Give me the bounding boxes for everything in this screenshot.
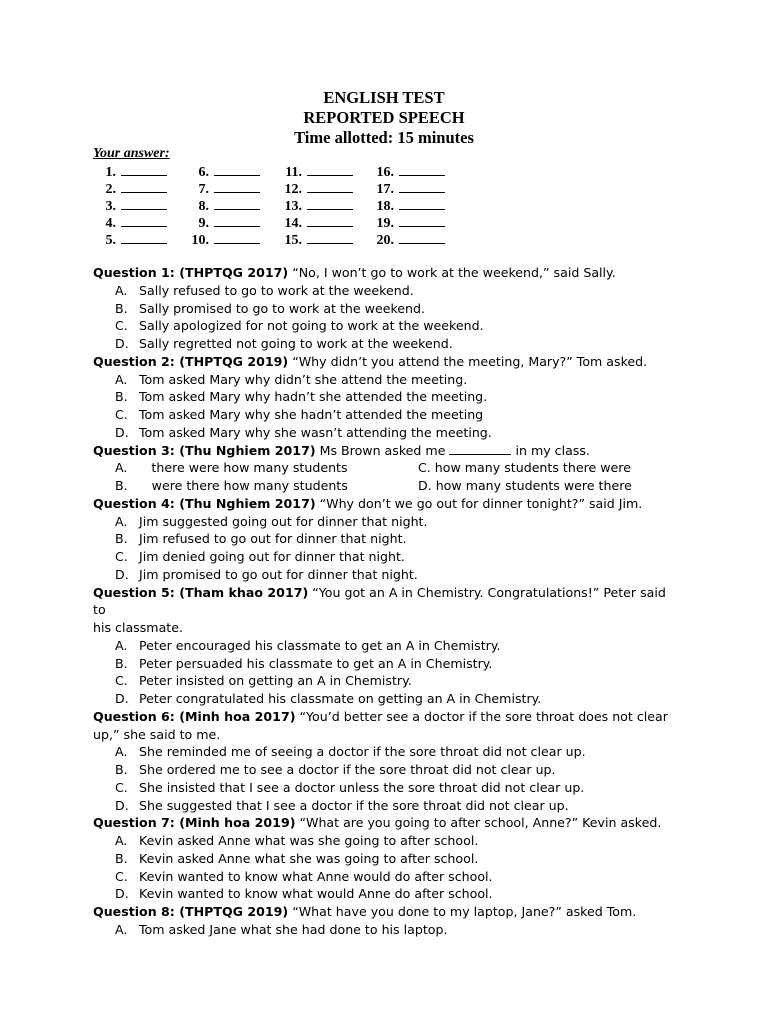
question-label: Question 8: (THPTQG 2019) [93,904,289,919]
answer-slot[interactable] [371,180,445,197]
option-text: Jim denied going out for dinner that night. [139,549,405,564]
option-text: Peter persuaded his classmate to get an A in Chemistry. [139,655,493,671]
option-text: Kevin wanted to know what would Anne do after school. [139,886,493,902]
option-text: Kevin asked Anne what she was going to after school. [139,850,479,866]
option-text: were there how many students [151,478,348,493]
question-text: “Why didn’t you attend the meeting, Mary?” Tom asked. [288,353,648,369]
answer-slot[interactable] [186,197,260,214]
answer-option[interactable] [93,672,673,690]
answer-option[interactable] [93,885,673,903]
test-title: ENGLISH TEST [323,88,445,107]
answer-blank[interactable] [214,197,260,210]
option-text: Jim suggested going out for dinner that night. [139,513,428,529]
option-text: Kevin asked Anne what was she going to after school. [139,833,479,848]
option-text: Peter congratulated his classmate on getting an A in Chemistry. [139,691,542,706]
option-letter: A. [115,921,128,937]
answer-blank[interactable] [121,180,167,193]
answer-option[interactable] [115,477,348,495]
question-text: “No, I won’t go to work at the weekend,” said Sally. [288,265,616,280]
question-text: “What are you going to after school, Anne?” Kevin asked. [295,815,662,831]
answer-option[interactable] [93,424,673,442]
answer-option[interactable]: C. how many students there were [418,460,631,476]
option-text: Sally regretted not going to work at the weekend. [139,336,453,351]
option-text: Tom asked Mary why didn’t she attend the meeting. [139,371,468,387]
answer-blank[interactable] [399,197,445,210]
option-text: Peter insisted on getting an A in Chemistry. [139,673,412,689]
option-text: Peter encouraged his classmate to get an A in Chemistry. [139,637,501,653]
answer-blank[interactable] [121,163,167,176]
answer-number: 12. [284,182,302,197]
question-stem [93,264,673,282]
answer-number: 13. [284,199,302,214]
option-letter: D. [115,691,129,706]
answer-number: 14. [284,216,302,231]
answer-blank[interactable] [214,231,260,244]
question-text: “You’d better see a doctor if the sore throat does not clear [295,708,668,724]
option-letter: A. [115,282,128,298]
answer-option[interactable] [93,921,673,939]
answer-option[interactable] [93,637,673,655]
option-letter: D. [115,424,129,440]
answer-number: 18. [376,199,394,214]
option-letter: A. [115,371,128,387]
answer-slot[interactable] [186,163,260,180]
answer-slot[interactable] [93,197,167,214]
option-text: She reminded me of seeing a doctor if the sore throat did not clear up. [139,744,586,760]
answer-number: 16. [376,165,394,180]
question-label: Question 1: (THPTQG 2017) [93,265,289,280]
answer-slot[interactable] [279,231,353,248]
answer-option[interactable] [93,317,673,335]
answer-blank[interactable] [307,163,353,176]
answer-number: 2. [105,182,116,197]
question-stem [93,708,673,726]
answer-number: 9. [198,216,209,231]
option-text: Kevin wanted to know what Anne would do after school. [139,868,493,884]
answer-blank[interactable] [307,231,353,244]
answer-slot[interactable] [371,163,445,180]
answer-blank[interactable] [121,231,167,244]
answer-option[interactable] [115,459,348,477]
option-text: Jim promised to go out for dinner that night. [139,566,418,582]
answer-number: 6. [198,165,209,180]
question-stem [93,353,673,371]
question-text-continued: his classmate. [93,620,183,635]
question-text: “What have you done to my laptop, Jane?” asked Tom. [288,904,637,919]
question-label: Question 4: (Thu Nghiem 2017) [93,495,316,511]
answer-slot[interactable] [279,197,353,214]
answer-option[interactable] [93,406,673,424]
option-letter: C. [115,779,128,795]
option-letter: B. [115,389,128,405]
answer-slot[interactable] [279,163,353,180]
option-letter: A. [115,833,128,848]
option-letter: B. [115,655,128,671]
answer-option[interactable] [93,388,673,406]
test-subtitle: REPORTED SPEECH [303,108,465,127]
option-row [93,477,673,495]
answer-option[interactable] [93,797,673,815]
option-text: Jim refused to go out for dinner that night. [139,531,407,547]
option-letter: A. [115,513,128,529]
question-text: “You got an A in Chemistry. Congratulations!” Peter said to [93,584,666,618]
question-label: Question 3: (Thu Nghiem 2017) [93,442,316,458]
fill-in-blank[interactable] [449,443,511,455]
answer-number: 20. [376,233,394,248]
question-label: Question 7: (Minh hoa 2019) [93,815,296,831]
answer-slot[interactable] [371,214,445,231]
question-text-continued: up,” she said to me. [93,726,221,742]
answer-option[interactable] [93,868,673,886]
answer-number: 7. [198,182,209,197]
answer-blank[interactable] [214,180,260,193]
question-label: Question 2: (THPTQG 2019) [93,353,289,369]
question-list [93,264,673,939]
answer-option[interactable] [93,566,673,584]
answer-blank[interactable] [307,214,353,227]
option-text: Sally refused to go to work at the weekend. [139,282,414,298]
answer-option[interactable] [93,513,673,531]
option-text: She insisted that I see a doctor unless the sore throat did not clear up. [139,779,585,795]
option-letter: C. [115,549,128,564]
answer-option[interactable]: D. how many students were there [418,478,632,493]
answer-option[interactable] [93,832,673,850]
answer-blank[interactable] [121,214,167,227]
answer-blank[interactable] [399,180,445,193]
option-text: Tom asked Jane what she had done to his laptop. [139,921,448,937]
answer-number: 11. [285,165,302,180]
question-text: Ms Brown asked me [315,442,450,458]
answer-slot[interactable] [93,180,167,197]
question-text: in my class. [511,442,590,458]
answer-slot[interactable] [371,231,445,248]
answer-blank[interactable] [307,197,353,210]
answer-slot[interactable] [186,214,260,231]
option-letter: D. [115,886,129,902]
option-letter: A. [115,637,128,653]
answer-option[interactable] [93,690,673,708]
answer-number: 3. [105,199,116,214]
answer-option[interactable] [93,300,673,318]
option-letter: B. [115,762,128,777]
option-row [93,459,673,477]
question-stem [93,442,673,460]
answer-number: 17. [376,182,394,197]
answer-number: 1. [105,165,116,180]
option-letter: D. [115,566,129,582]
answer-slot[interactable] [279,180,353,197]
answer-number: 15. [284,233,302,248]
answer-blank[interactable] [399,163,445,176]
answer-blank[interactable] [214,214,260,227]
answer-blank[interactable] [307,180,353,193]
answer-option[interactable] [93,743,673,761]
answer-slot[interactable] [371,197,445,214]
question-stem [93,814,673,832]
answer-number: 4. [105,216,116,231]
option-letter: C. [115,868,128,884]
answer-option[interactable] [93,282,673,300]
answer-blank[interactable] [121,197,167,210]
option-letter: D. [115,797,129,813]
answer-sheet-label: Your answer: [93,146,170,161]
question-stem [93,495,673,513]
time-allotted: Time allotted: 15 minutes [294,128,474,147]
answer-option[interactable] [93,371,673,389]
option-text: Tom asked Mary why she wasn’t attending the meeting. [139,424,492,440]
answer-number: 5. [105,233,116,248]
question-label: Question 5: (Tham khao 2017) [93,584,309,600]
answer-blank[interactable] [399,231,445,244]
option-text: Tom asked Mary why hadn’t she attended the meeting. [139,389,488,405]
option-letter: A. [115,460,128,476]
option-letter: D. [115,336,129,351]
option-text: Sally apologized for not going to work at the weekend. [139,318,484,334]
option-letter: C. [115,407,128,422]
answer-number: 8. [198,199,209,214]
answer-slot[interactable] [186,180,260,197]
answer-slot[interactable] [279,214,353,231]
option-text: Tom asked Mary why she hadn’t attended the meeting [139,407,484,422]
answer-slot[interactable] [93,231,167,248]
answer-slot[interactable] [186,231,260,248]
answer-option[interactable] [93,761,673,779]
answer-slot[interactable] [93,163,167,180]
question-label: Question 6: (Minh hoa 2017) [93,708,296,724]
option-text: there were how many students [151,460,348,476]
option-letter: C. [115,318,128,334]
option-letter: B. [115,850,128,866]
answer-blank[interactable] [214,163,260,176]
answer-option[interactable] [93,850,673,868]
option-letter: B. [115,531,128,547]
answer-option[interactable] [93,530,673,548]
option-text: She ordered me to see a doctor if the sore throat did not clear up. [139,762,556,777]
answer-option[interactable] [93,548,673,566]
answer-option[interactable] [93,335,673,353]
question-stem [93,903,673,921]
answer-number: 19. [376,216,394,231]
answer-number: 10. [191,233,209,248]
option-text: Sally promised to go to work at the weekend. [139,300,426,316]
answer-option[interactable] [93,655,673,673]
option-letter: B. [115,300,128,316]
question-text: “Why don’t we go out for dinner tonight?” said Jim. [315,495,643,511]
option-letter: A. [115,744,128,760]
question-stem [93,584,673,620]
option-letter: C. [115,673,128,689]
option-letter: B. [115,478,128,493]
answer-slot[interactable] [93,214,167,231]
answer-blank[interactable] [399,214,445,227]
answer-option[interactable] [93,779,673,797]
option-text: She suggested that I see a doctor if the sore throat did not clear up. [139,797,569,813]
